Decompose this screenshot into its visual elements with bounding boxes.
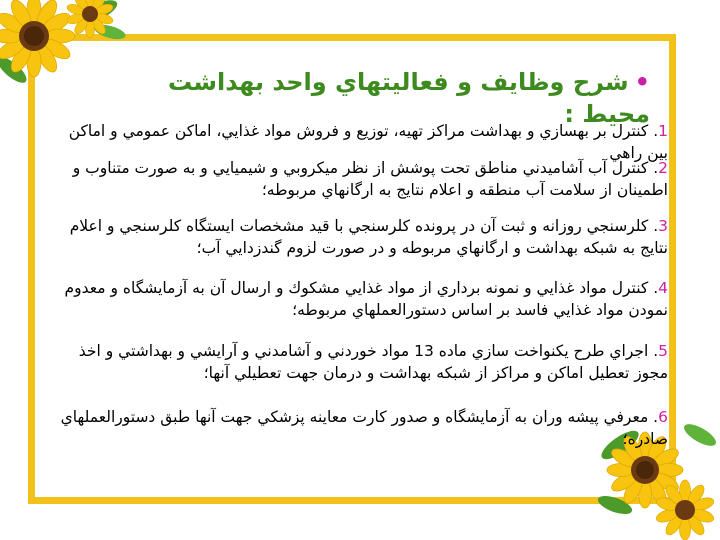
item-text: . كنترل مواد غذايي و نمونه برداري از مواد غذايي مشكوك و ارسال آن به آزمايشگاه و معدوم نمودن مواد غذايي فاسد بر اساس دستورالعملهاي مربوطه؛ bbox=[64, 279, 668, 319]
list-item bbox=[48, 157, 668, 201]
item-text: . كنترل بر بهسازي و بهداشت مراكز تهيه، توزيع و فروش مواد غذايي، اماكن عمومي و اماكن بين راهي bbox=[68, 122, 668, 162]
item-number: 1 bbox=[658, 122, 668, 140]
item-number: 3 bbox=[658, 217, 668, 235]
item-text: . اجراي طرح يكنواخت سازي ماده 13 مواد خوردني و آشامدني و آرايشي و بهداشتي و اخذ مجوز تعطيل اماكن و مراكز از شبكه بهداشت و درمان جهت تعطيلي آنها؛ bbox=[78, 342, 668, 382]
slide-title-text: شرح وظايف و فعاليتهاي واحد بهداشت محيط : bbox=[168, 68, 650, 128]
list-item bbox=[48, 215, 668, 259]
item-text: . كنترل آب آشاميدني مناطق تحت پوشش از نظر ميكروبي و شيميايي و به صورت متناوب و اطمينان از سلامت آب منطقه و اعلام نتايج به ارگانهاي مربوطه؛ bbox=[72, 159, 668, 199]
list-item bbox=[48, 406, 668, 450]
item-number: 2 bbox=[658, 159, 668, 177]
item-number: 5 bbox=[658, 342, 668, 360]
item-number: 6 bbox=[658, 408, 668, 426]
item-text: . معرفي پيشه وران به آزمايشگاه و صدور كارت معاينه پزشكي جهت آنها طبق دستورالعملهاي صادره؛ bbox=[60, 408, 668, 448]
list-item bbox=[48, 340, 668, 384]
item-number: 4 bbox=[658, 279, 668, 297]
bullet-icon: • bbox=[634, 68, 650, 96]
item-text: . كلرسنجي روزانه و ثبت آن در پرونده كلرسنجي با قيد مشخصات ايستگاه كلرسنجي و اعلام نتايج به شبكه بهداشت و ارگانهاي مربوطه و در صورت لزوم گندزدايي آب؛ bbox=[69, 217, 668, 257]
list-item bbox=[48, 277, 668, 321]
sunflower-icon bbox=[0, 0, 132, 92]
